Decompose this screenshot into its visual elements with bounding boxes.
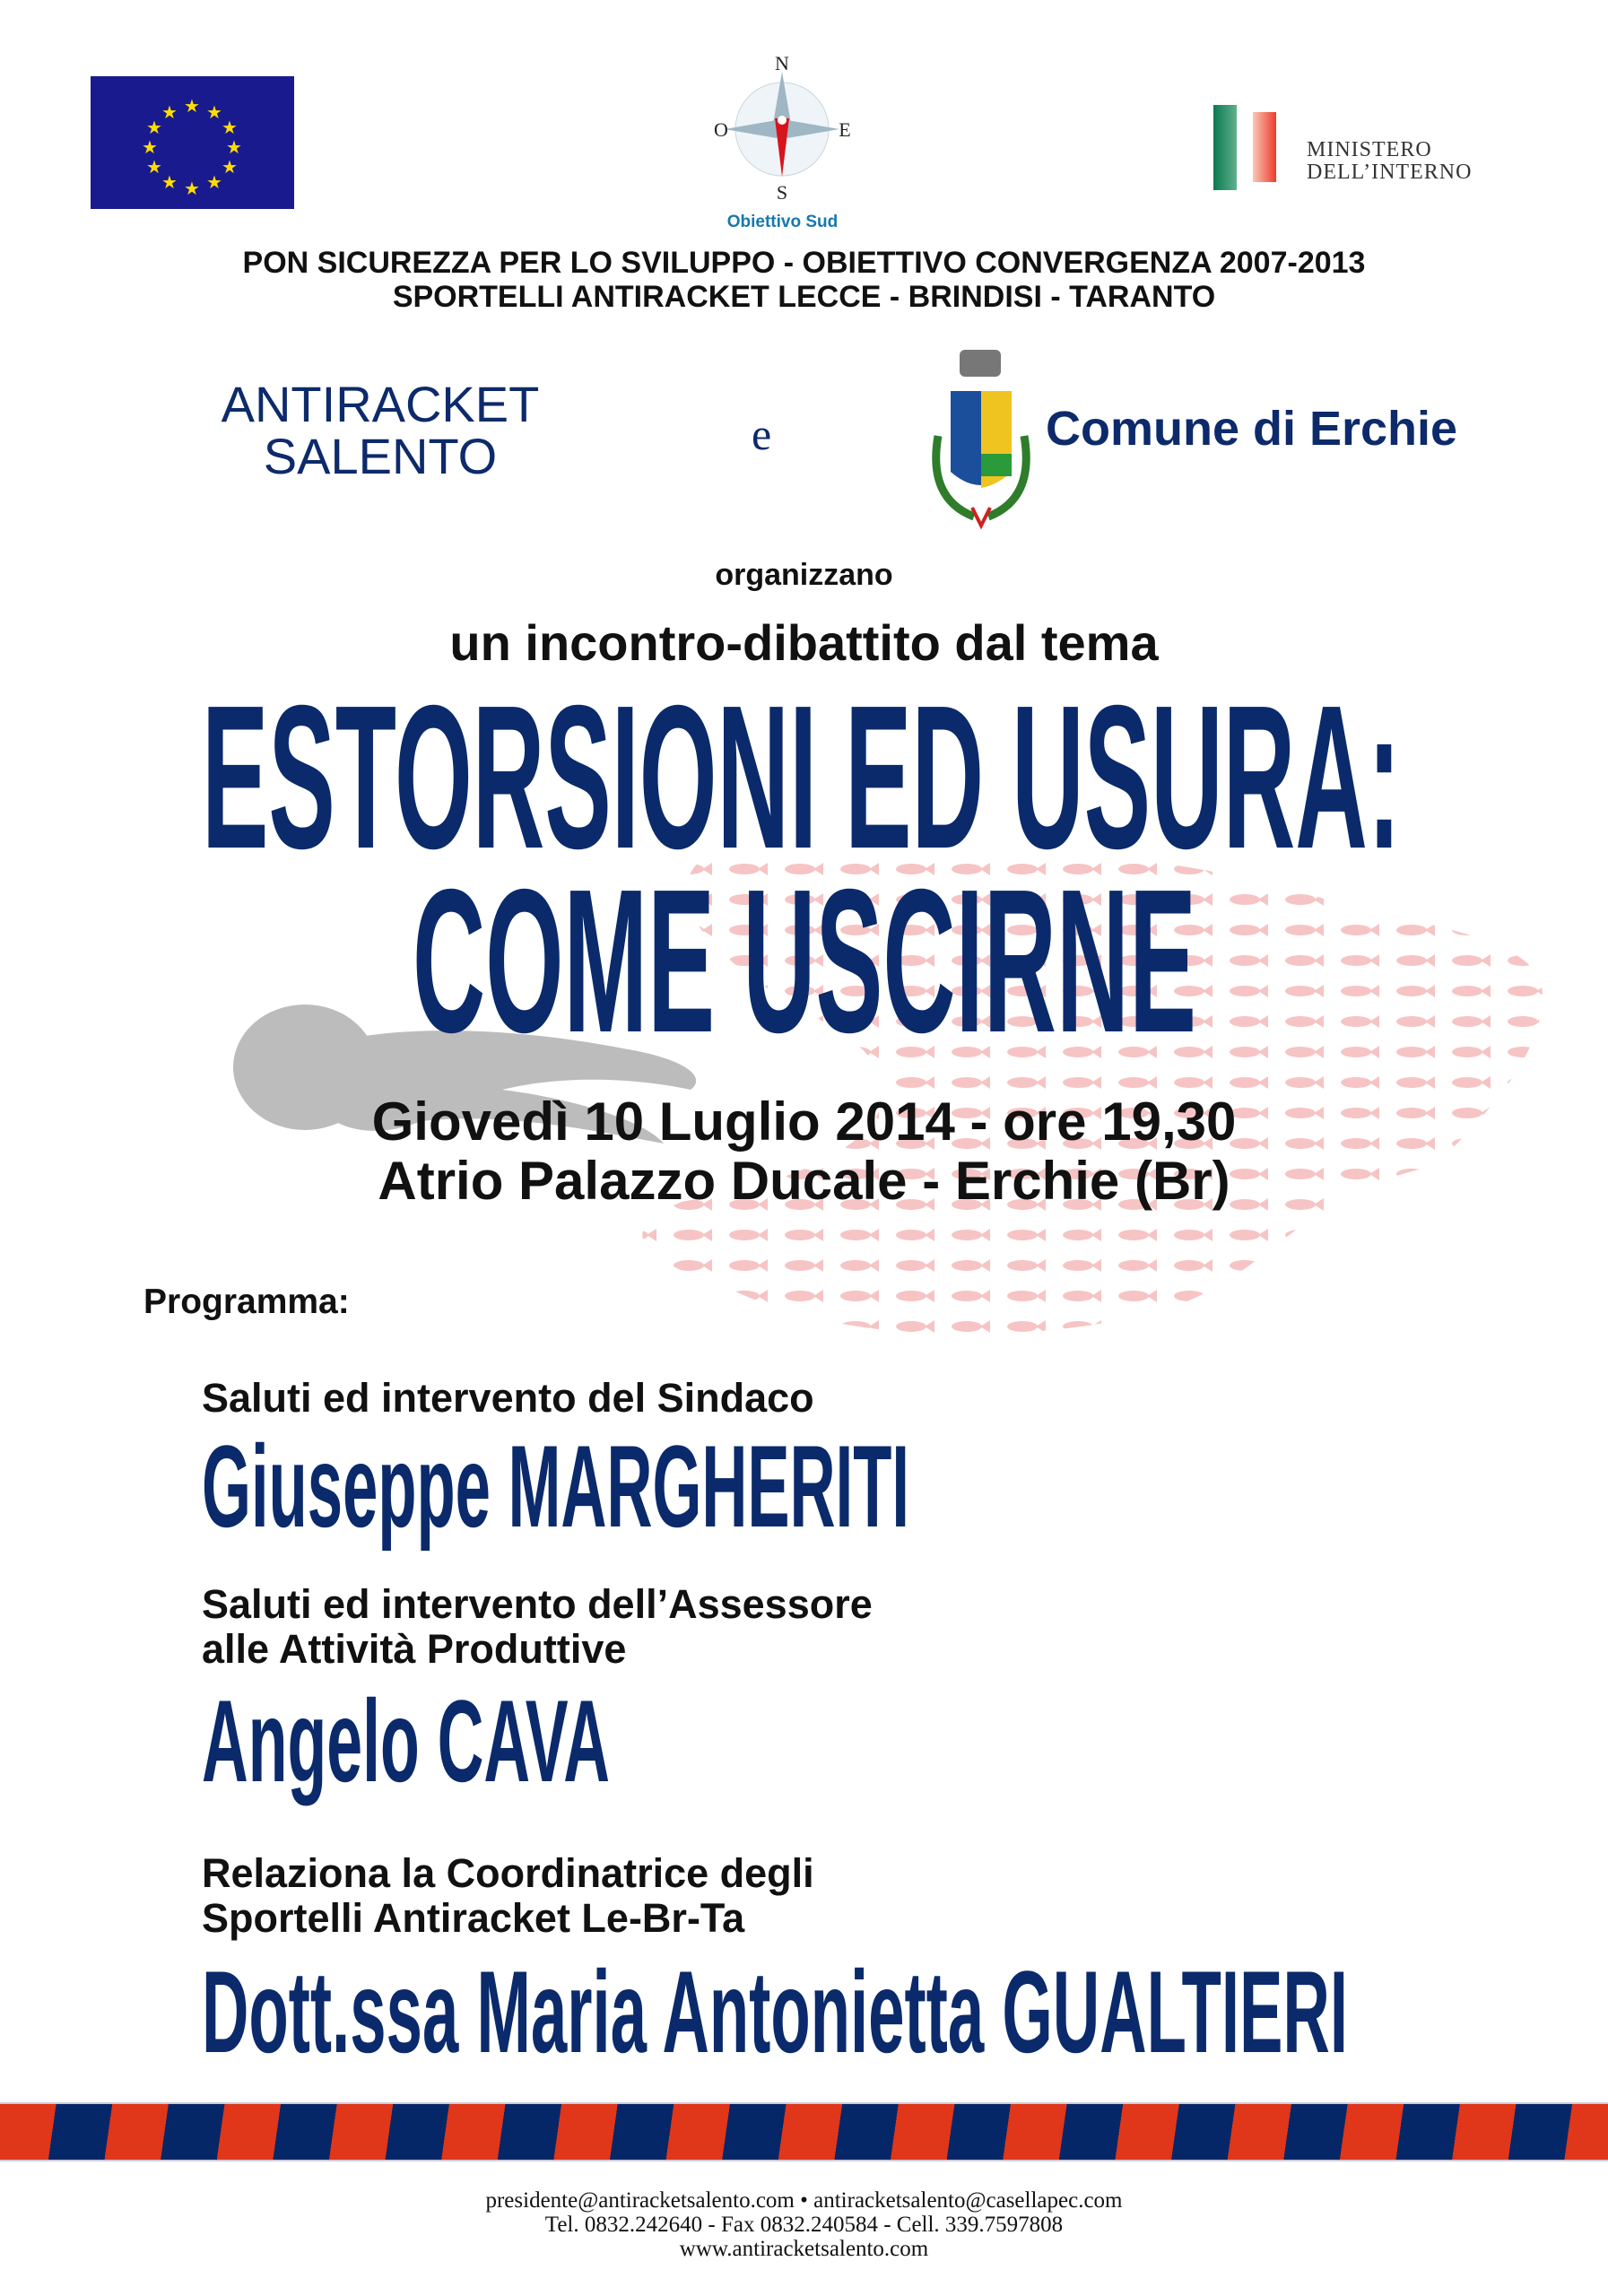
antiracket-line2: SALENTO [263,428,498,484]
svg-text:★: ★ [222,158,238,178]
contact-footer [0,2188,1608,2261]
antiracket-line1: ANTIRACKET [221,376,540,432]
compass-e: E [839,118,851,141]
footer-phones: Tel. 0832.242640 - Fax 0832.240584 - Cell. 339.7597808 [544,2213,1064,2237]
role-line: Relaziona la Coordinatrice degli [202,1850,814,1896]
compass-o: O [714,118,728,141]
svg-text:★: ★ [206,173,222,193]
svg-text:★: ★ [184,97,200,117]
svg-text:★: ★ [222,118,238,138]
svg-text:★: ★ [146,158,162,178]
program-item-2-name [202,1675,650,1806]
svg-text:★: ★ [146,118,162,138]
event-date: Giovedì 10 Luglio 2014 - ore 19,30 [371,1091,1237,1152]
pon-line2: SPORTELLI ANTIRACKET LECCE - BRINDISI - TARANTO [392,280,1216,314]
program-item-2-role [202,1582,873,1672]
svg-text:★: ★ [184,179,200,199]
svg-text:★: ★ [206,103,222,123]
footer-emails: presidente@antiracketsalento.com • antiracketsalento@casellapec.com [485,2188,1123,2213]
ministero-line2: DELL’INTERNO [1307,161,1473,184]
program-item-3-name [202,1946,1386,2077]
role-line: Sportelli Antiracket Le-Br-Ta [202,1895,745,1941]
role-line: Saluti ed intervento del Sindaco [202,1375,814,1421]
program-item-1-role [202,1376,814,1421]
role-line: alle Attività Produttive [202,1626,627,1672]
ministero-line1: MINISTERO [1307,138,1432,161]
pon-line1: PON SICUREZZA PER LO SVILUPPO - OBIETTIVO CONVERGENZA 2007-2013 [242,246,1366,280]
title-line2: COME USCIRNE [413,848,1196,1075]
pon-header [0,246,1608,314]
compass-n: N [775,52,789,74]
compass-icon [708,52,856,208]
event-subtitle: un incontro-dibattito dal tema [449,614,1159,671]
svg-text:★: ★ [161,103,178,123]
conjunction-e: e [752,409,772,459]
role-line: Saluti ed intervento dell’Assessore [202,1581,873,1627]
flag-red-bar [1253,112,1276,182]
program-heading: Programma: [143,1283,350,1321]
antiracket-salento-logo [201,378,560,483]
program-item-3-role [202,1851,814,1941]
crown-icon [960,350,1001,377]
svg-text:★: ★ [226,138,242,158]
svg-text:★: ★ [142,138,158,158]
compass-s: S [776,181,788,204]
event-details [0,1092,1608,1211]
speaker-name: Angelo CAVA [202,1675,610,1806]
organizzano-text: organizzano [715,558,893,592]
event-place: Atrio Palazzo Ducale - Erchie (Br) [378,1151,1230,1211]
flag-green-bar [1213,105,1237,190]
speaker-name: Dott.ssa Maria Antonietta GUALTIERI [202,1946,1348,2077]
decorative-stripe-band [0,2102,1608,2161]
svg-text:★: ★ [161,173,178,193]
comune-erchie-coat-of-arms [918,346,1044,530]
obiettivo-sud-label: Obiettivo Sud [726,213,839,231]
program-item-1-name [202,1421,937,1552]
eu-stars-icon [91,76,294,209]
event-title [0,664,1608,1075]
obiettivo-sud-logo [708,52,856,231]
footer-website: www.antiracketsalento.com [679,2237,929,2261]
comune-erchie-name: Comune di Erchie [1046,402,1458,456]
ministero-interno-logo [1213,105,1509,195]
eu-flag-logo [91,76,294,209]
speaker-name: Giuseppe MARGHERITI [202,1421,909,1552]
title-line1: ESTORSIONI ED USURA: [202,664,1401,891]
